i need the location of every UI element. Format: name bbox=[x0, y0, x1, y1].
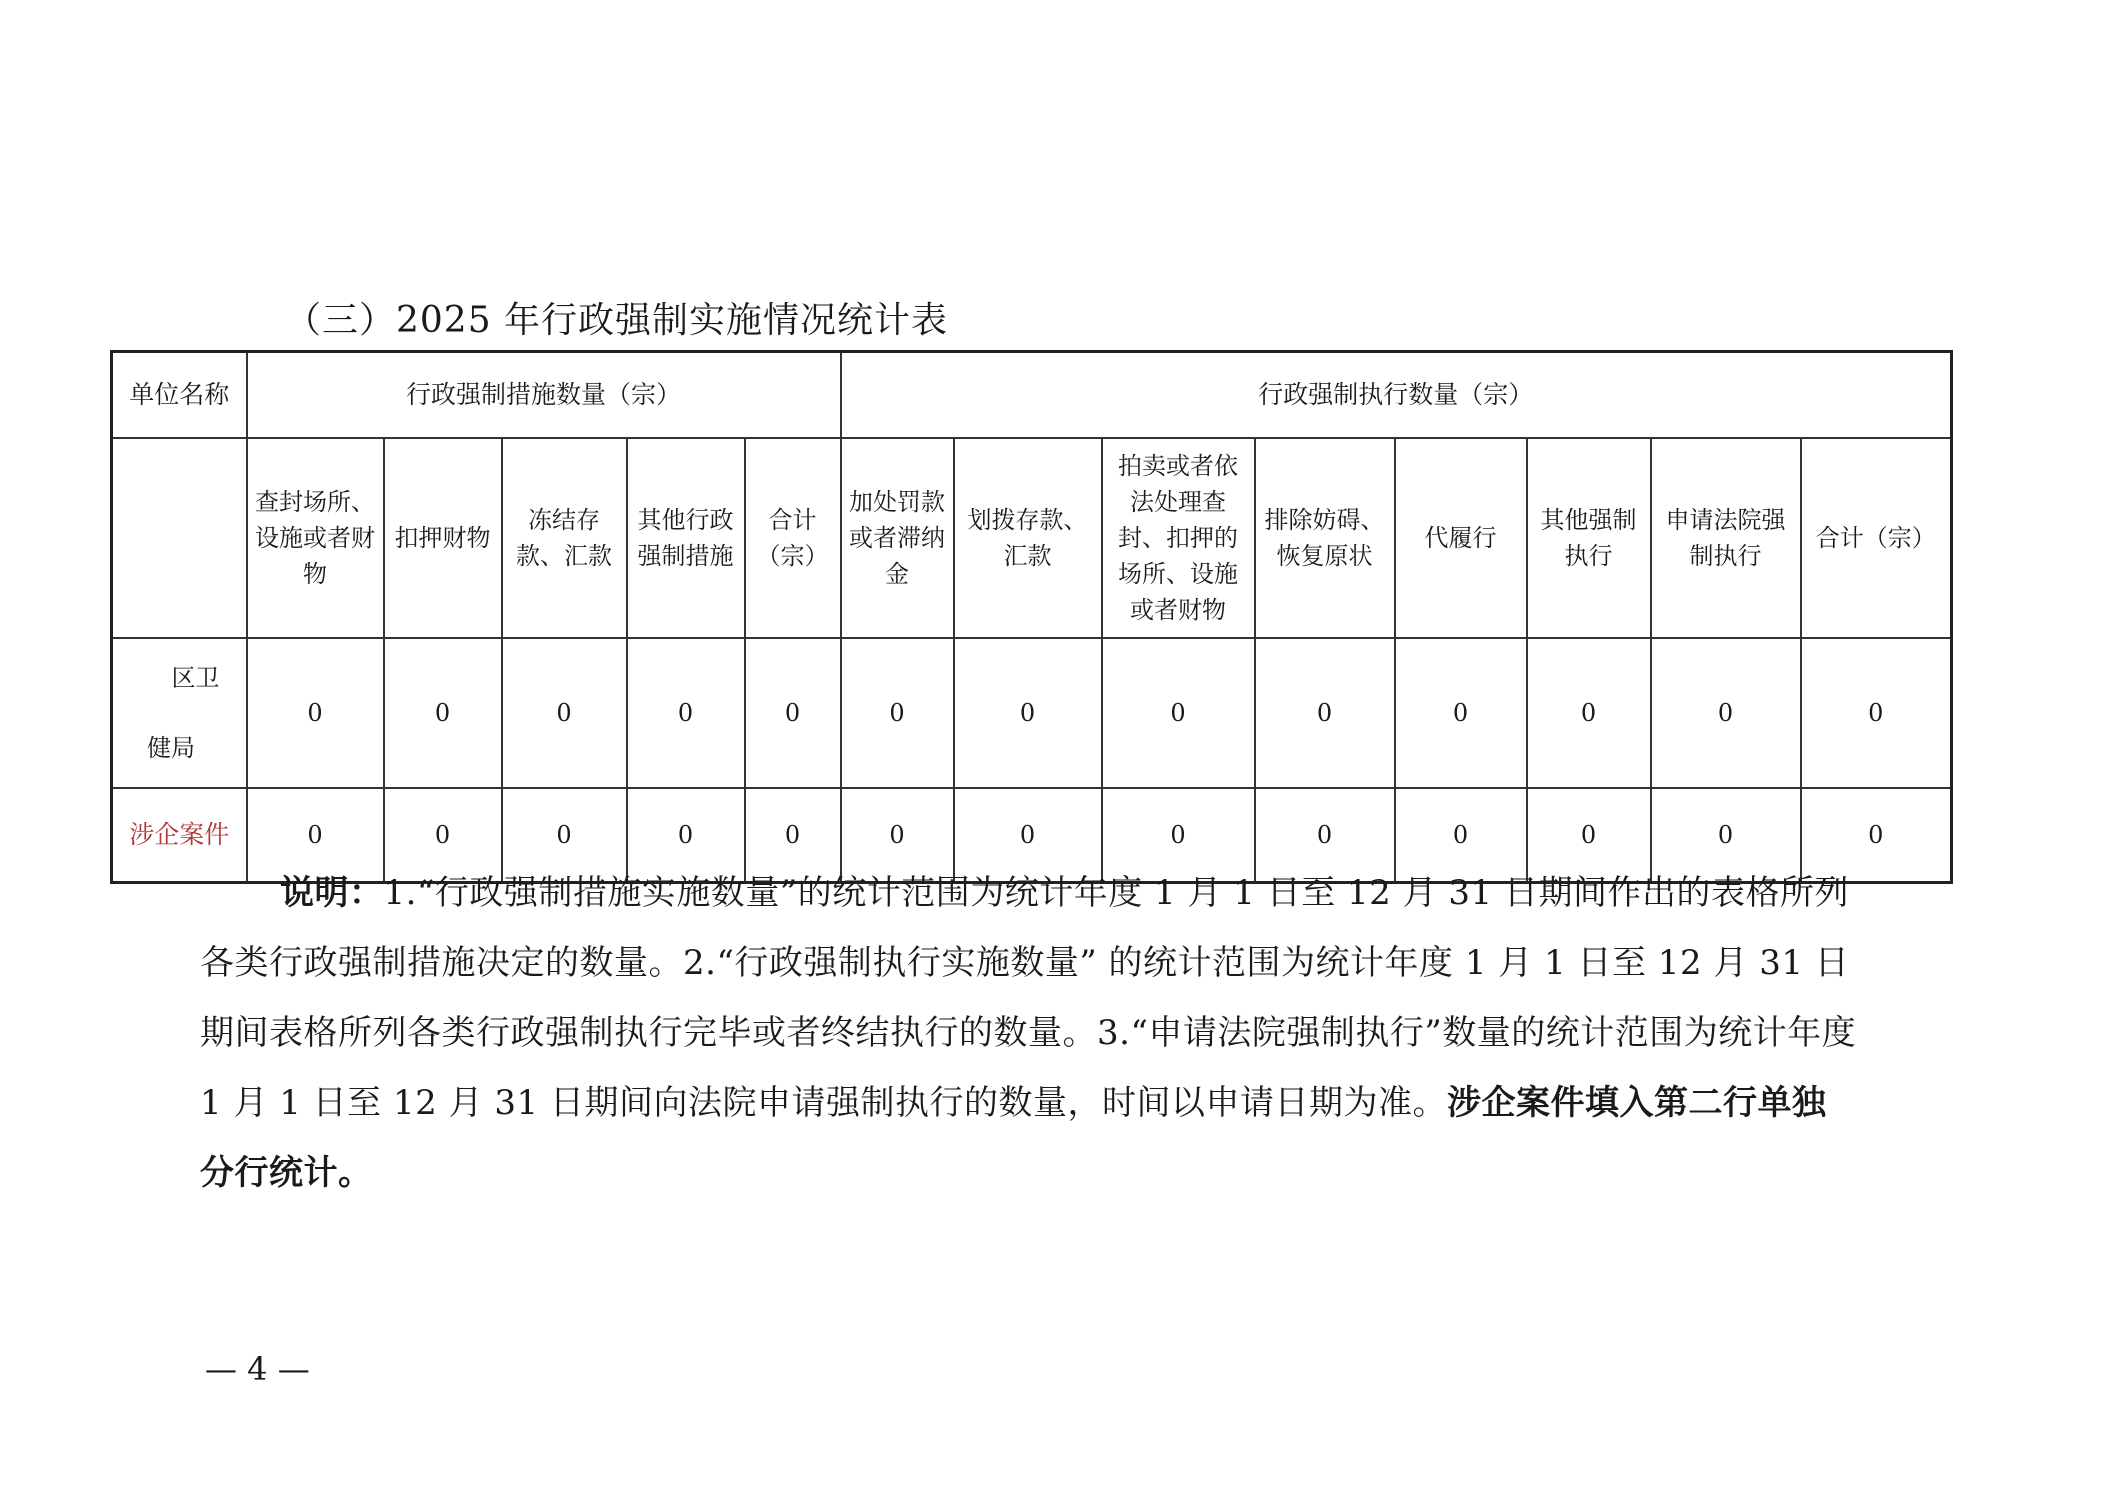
enterprise-cases-label: 涉企案件 bbox=[129, 820, 230, 849]
unit-name-subheader-blank bbox=[112, 438, 247, 638]
table-cell: 0 bbox=[954, 788, 1102, 883]
table-cell: 0 bbox=[745, 788, 841, 883]
table-title: （三）2025 年行政强制实施情况统计表 bbox=[285, 300, 949, 341]
table-cell: 0 bbox=[627, 638, 745, 788]
unit-name-line2: 健局 bbox=[147, 734, 195, 762]
column-header: 划拨存款、汇款 bbox=[954, 438, 1102, 638]
table-cell: 0 bbox=[1801, 788, 1952, 883]
note-paragraph bbox=[200, 858, 1860, 1208]
unit-name-cell bbox=[112, 638, 247, 788]
table-cell: 0 bbox=[745, 638, 841, 788]
column-header: 排除妨碍、恢复原状 bbox=[1255, 438, 1395, 638]
statistics-table bbox=[110, 350, 1953, 884]
column-header: 扣押财物 bbox=[384, 438, 502, 638]
table-cell: 0 bbox=[1102, 788, 1255, 883]
explanation-note bbox=[200, 858, 1860, 1208]
column-header: 冻结存款、汇款 bbox=[502, 438, 627, 638]
table-cell: 0 bbox=[627, 788, 745, 883]
table-cell: 0 bbox=[841, 638, 954, 788]
column-header: 查封场所、设施或者财物 bbox=[247, 438, 384, 638]
unit-name-header: 单位名称 bbox=[112, 352, 247, 439]
column-header: 加处罚款或者滞纳金 bbox=[841, 438, 954, 638]
table-cell: 0 bbox=[247, 638, 384, 788]
note-heading: 说明： bbox=[280, 873, 384, 913]
column-header: 拍卖或者依法处理查封、扣押的场所、设施或者财物 bbox=[1102, 438, 1255, 638]
column-header-row bbox=[112, 438, 1952, 638]
column-header: 其他行政强制措施 bbox=[627, 438, 745, 638]
table-cell: 0 bbox=[1395, 638, 1527, 788]
column-header: 申请法院强制执行 bbox=[1651, 438, 1801, 638]
table-cell: 0 bbox=[502, 788, 627, 883]
table-cell: 0 bbox=[502, 638, 627, 788]
column-header: 代履行 bbox=[1395, 438, 1527, 638]
table-cell: 0 bbox=[1651, 788, 1801, 883]
table-cell: 0 bbox=[1801, 638, 1952, 788]
table-cell: 0 bbox=[1651, 638, 1801, 788]
unit-name-line1: 区卫 bbox=[171, 664, 220, 692]
group-header-row bbox=[112, 352, 1952, 439]
note-body: 1.“行政强制措施实施数量”的统计范围为统计年度 1 月 1 日至 12 月 31 日期间作出的表格所列各类行政强制措施决定的数量。2.“行政强制执行实施数量” 的统计范围为统计年度 1 月 1 日至 12 月 31 日期间表格所列各类行政强制执行完毕或者终结执行的数量。3.“申请法院强制执行”数量的统计范围为统计年度 1 月 1 日至 12 月 31 日期间向法院申请强制执行的数量，时间以申请日期为准。 bbox=[200, 873, 1857, 1123]
table-cell: 0 bbox=[1395, 788, 1527, 883]
table-cell: 0 bbox=[841, 788, 954, 883]
table-cell: 0 bbox=[1255, 638, 1395, 788]
execution-group-header: 行政强制执行数量（宗） bbox=[841, 352, 1952, 439]
table-row bbox=[112, 638, 1952, 788]
table-cell: 0 bbox=[247, 788, 384, 883]
table-cell: 0 bbox=[954, 638, 1102, 788]
column-header: 合计（宗） bbox=[745, 438, 841, 638]
table-cell: 0 bbox=[1527, 638, 1651, 788]
note-bold-instruction: 涉企案件填入第二行单独分行统计。 bbox=[200, 1083, 1827, 1193]
column-header: 其他强制执行 bbox=[1527, 438, 1651, 638]
table-cell: 0 bbox=[1102, 638, 1255, 788]
measures-group-header: 行政强制措施数量（宗） bbox=[247, 352, 841, 439]
column-header: 合计（宗） bbox=[1801, 438, 1952, 638]
table-cell: 0 bbox=[1255, 788, 1395, 883]
table-cell: 0 bbox=[384, 638, 502, 788]
page-number: — 4 — bbox=[205, 1350, 310, 1388]
table-cell: 0 bbox=[384, 788, 502, 883]
table-cell: 0 bbox=[1527, 788, 1651, 883]
